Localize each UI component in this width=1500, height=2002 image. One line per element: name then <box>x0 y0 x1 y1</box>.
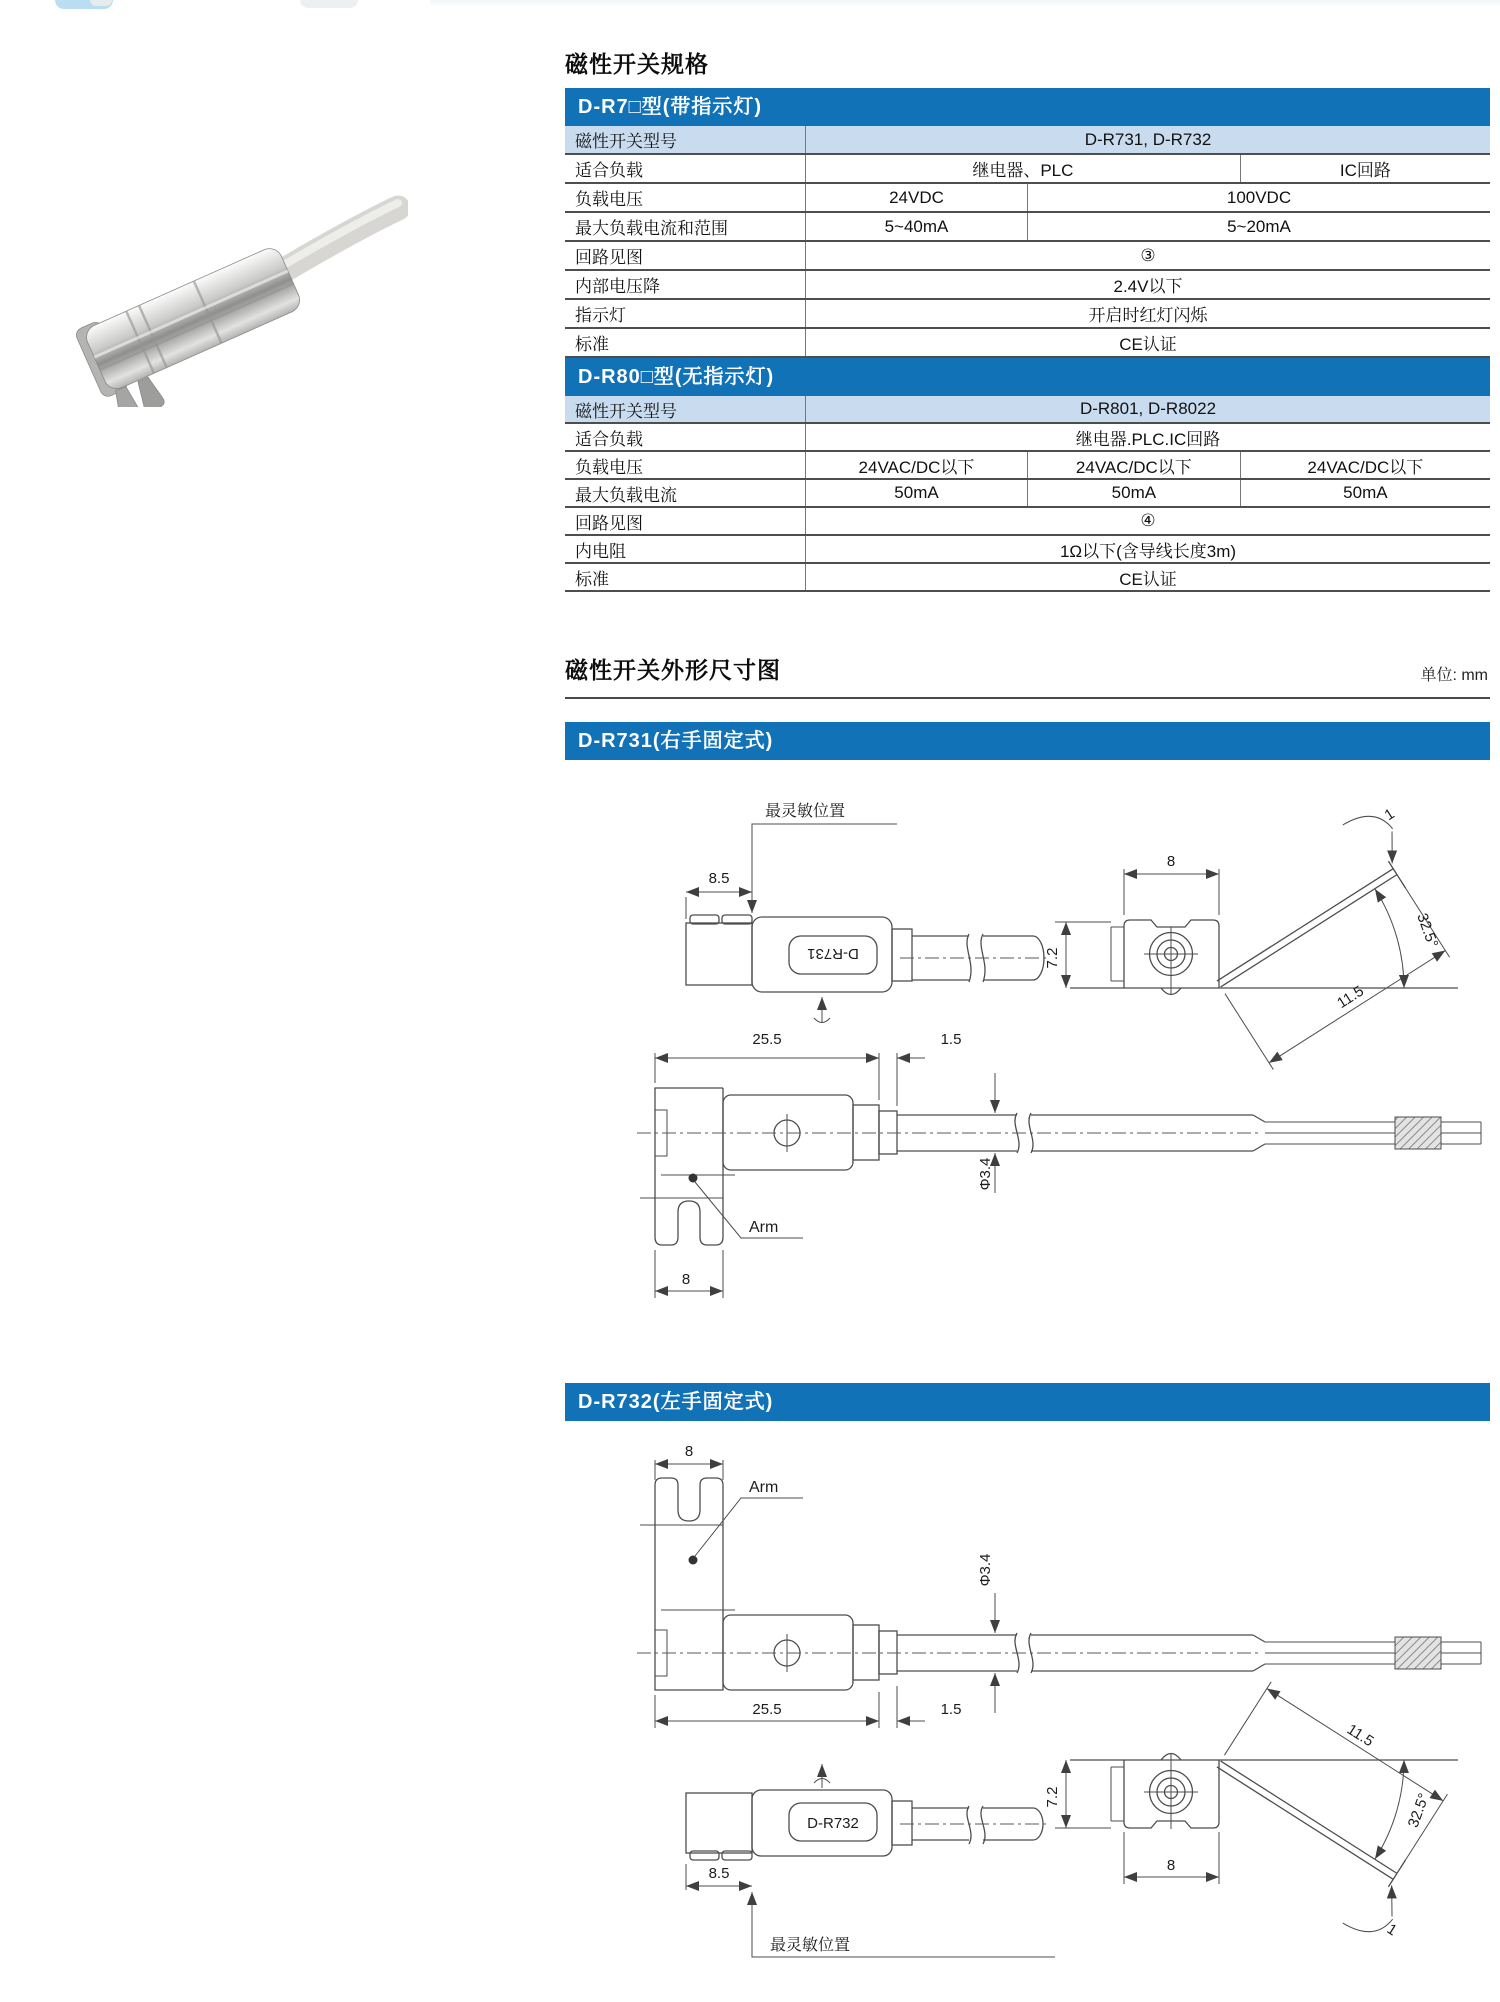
table2-title-bar: D-R80□型(无指示灯) <box>565 358 1490 396</box>
table-row <box>565 396 1490 423</box>
spec-section-title: 磁性开关规格 <box>565 51 709 77</box>
dim-8-5: 8.5 <box>708 870 730 887</box>
row-value: 50mA <box>1240 479 1490 507</box>
table-row <box>565 328 1490 357</box>
row-label: 指示灯 <box>565 299 806 328</box>
dim-25-5: 25.5 <box>752 1701 782 1718</box>
table-row <box>565 423 1490 451</box>
row-label: 内部电压降 <box>565 270 806 299</box>
row-label: 适合负载 <box>565 423 806 451</box>
wire-crimp <box>1395 1117 1441 1149</box>
row-value: 继电器.PLC.IC回路 <box>806 423 1491 451</box>
table1-title-bar: D-R7□型(带指示灯) <box>565 88 1490 126</box>
row-value: 1Ω以下(含导线长度3m) <box>806 535 1491 563</box>
row-value: 24VAC/DC以下 <box>1028 451 1241 479</box>
arm-group <box>1183 1673 1479 1950</box>
table-row <box>565 479 1490 507</box>
dim-1-5: 1.5 <box>940 1031 962 1048</box>
row-value: 50mA <box>1028 479 1241 507</box>
row-label: 磁性开关型号 <box>565 396 806 423</box>
dim-11-5: 11.5 <box>1334 982 1367 1012</box>
sensitive-position-label: 最灵敏位置 <box>770 1937 851 1954</box>
row-label: 磁性开关型号 <box>565 126 806 154</box>
header-fragment <box>90 0 112 6</box>
table-row <box>565 154 1490 183</box>
row-label: 负载电压 <box>565 183 806 212</box>
dim-7-2: 7.2 <box>1044 947 1061 969</box>
header-fragment <box>300 0 358 8</box>
dim-angle: 32.5° <box>1404 1791 1433 1830</box>
table-row <box>565 270 1490 299</box>
sensitive-position-label: 最灵敏位置 <box>765 803 846 820</box>
row-value: 24VAC/DC以下 <box>1240 451 1490 479</box>
table-row <box>565 507 1490 535</box>
row-value: ③ <box>806 241 1491 270</box>
spec-table-d-r7 <box>565 126 1490 358</box>
row-label: 回路见图 <box>565 507 806 535</box>
table-row <box>565 535 1490 563</box>
table-row <box>565 126 1490 154</box>
row-value: 5~40mA <box>806 212 1028 241</box>
dim-8-5: 8.5 <box>708 1865 730 1882</box>
arm-label: Arm <box>749 1479 779 1496</box>
row-label: 回路见图 <box>565 241 806 270</box>
row-value: CE认证 <box>806 328 1491 357</box>
dims-section-title: 磁性开关外形尺寸图 <box>565 657 781 683</box>
dim-1: 1 <box>1381 805 1398 825</box>
wire-crimp <box>1395 1637 1441 1669</box>
row-value: 100VDC <box>1028 183 1491 212</box>
d731-end-view <box>1044 799 1475 1070</box>
row-value: IC回路 <box>1240 154 1490 183</box>
row-value: 5~20mA <box>1028 212 1491 241</box>
d732-end-view <box>1044 1673 1479 1950</box>
dim-angle: 32.5° <box>1413 911 1442 950</box>
bracket <box>686 923 752 985</box>
d731-main-side-view <box>637 1031 1481 1298</box>
bracket <box>686 1793 752 1853</box>
dim-1: 1 <box>1383 1920 1400 1940</box>
arm-bracket-outline <box>655 1088 723 1245</box>
table-row <box>565 563 1490 591</box>
table-row <box>565 241 1490 270</box>
arm-pointer-dot <box>689 1556 698 1565</box>
header-fragment <box>430 0 1500 7</box>
d732-bottom-side-view <box>686 1764 1055 1957</box>
table-row <box>565 183 1490 212</box>
dim-dia-3-4: Φ3.4 <box>977 1157 994 1191</box>
table-row <box>565 212 1490 241</box>
unit-label: 单位: mm <box>1420 667 1488 684</box>
spec-table-d-r80 <box>565 396 1490 592</box>
switch-body <box>74 242 319 407</box>
row-label: 标准 <box>565 563 806 591</box>
d731-top-side-view <box>686 802 1049 1023</box>
arm-label: Arm <box>749 1219 779 1236</box>
row-value: 24VAC/DC以下 <box>806 451 1028 479</box>
dim-8-fork: 8 <box>681 1271 691 1288</box>
dim-11-5: 11.5 <box>1343 1720 1377 1751</box>
dim-8: 8 <box>1166 853 1176 870</box>
row-label: 内电阻 <box>565 535 806 563</box>
row-value: D-R801, D-R8022 <box>806 396 1491 423</box>
row-value: CE认证 <box>806 563 1491 591</box>
d731-title-bar: D-R731(右手固定式) <box>565 722 1490 760</box>
dim-1-5: 1.5 <box>940 1701 962 1718</box>
dim-dia-3-4: Φ3.4 <box>977 1553 994 1587</box>
row-value: 开启时红灯闪烁 <box>806 299 1491 328</box>
model-label: D-R732 <box>807 1815 859 1832</box>
section-divider <box>565 697 1490 699</box>
product-photo <box>58 172 408 407</box>
dim-8-fork: 8 <box>684 1443 694 1460</box>
dim-7-2: 7.2 <box>1044 1786 1061 1808</box>
d732-title-bar: D-R732(左手固定式) <box>565 1383 1490 1421</box>
model-label: D-R731 <box>807 945 859 962</box>
d732-main-side-view <box>637 1443 1481 1728</box>
row-label: 最大负载电流和范围 <box>565 212 806 241</box>
row-value: 继电器、PLC <box>806 154 1241 183</box>
row-label: 负载电压 <box>565 451 806 479</box>
dim-25-5: 25.5 <box>752 1031 782 1048</box>
dim-8: 8 <box>1166 1857 1176 1874</box>
row-value: 2.4V以下 <box>806 270 1491 299</box>
row-label: 适合负载 <box>565 154 806 183</box>
table-row <box>565 451 1490 479</box>
row-value: D-R731, D-R732 <box>806 126 1491 154</box>
drawing-d731 <box>565 770 1490 1350</box>
row-label: 最大负载电流 <box>565 479 806 507</box>
row-label: 标准 <box>565 328 806 357</box>
row-value: 24VDC <box>806 183 1028 212</box>
drawing-d732 <box>565 1440 1490 2002</box>
table-row <box>565 299 1490 328</box>
arm-bracket-outline <box>655 1478 723 1690</box>
row-value: ④ <box>806 507 1491 535</box>
arm-pointer-dot <box>689 1174 698 1183</box>
row-value: 50mA <box>806 479 1028 507</box>
